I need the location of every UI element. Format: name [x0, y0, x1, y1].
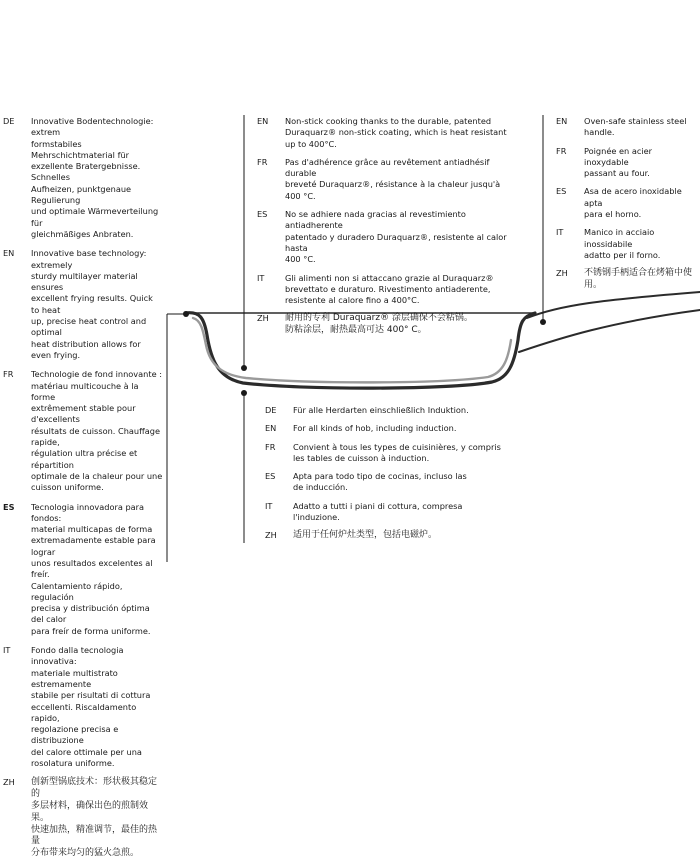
base-text-it: Fondo dalla tecnologia innovativa: materiale multistrato estremamente stabile per risultati di cottura eccellenti. Riscaldamento rapido, regolazione precisa e distribuzione del calore ottimale per una rosolatura uniforme. — [31, 645, 151, 769]
lang-code: FR — [3, 369, 14, 380]
lang-code: EN — [556, 116, 568, 126]
lang-code: IT — [265, 500, 273, 511]
lang-code: IT — [3, 645, 11, 656]
induction-zh — [265, 530, 525, 542]
base-zh — [3, 777, 163, 860]
coating-es — [257, 209, 507, 265]
induction-es — [265, 471, 525, 494]
lang-code: FR — [556, 145, 567, 156]
base-text-de: Innovative Bodentechnologie: extrem formstabiles Mehrschichtmaterial für exzellente Bratergebnisse. Schnelles Aufheizen, punktgenaue Regulierung und optimale Wärmeverteilung für gleichmäßiges Anbraten. — [31, 116, 159, 239]
lang-code: ZH — [556, 268, 568, 279]
induction-it — [265, 501, 525, 524]
lang-code: FR — [257, 156, 268, 167]
lang-code: IT — [556, 227, 564, 238]
lang-code: EN — [3, 248, 15, 259]
induction-fr — [265, 442, 525, 465]
induction-text-en: For all kinds of hob, including induction. — [293, 423, 457, 434]
handle-fr — [556, 146, 698, 180]
handle-text-it: Manico in acciaio inossidabile adatto per il forno. — [584, 227, 661, 260]
coating-it — [257, 273, 507, 307]
lang-code: EN — [257, 116, 269, 126]
induction-text-fr: Convient à tous les types de cuisinières, y compris les tables de cuisson à induction. — [293, 441, 501, 463]
leader-dot-handle — [540, 319, 546, 325]
coating-block — [257, 116, 507, 337]
coating-text-en: Non-stick cooking thanks to the durable, patented Duraquarz® non-stick coating, which is heat resistant up to 400°C. — [285, 116, 507, 149]
lang-code: DE — [3, 116, 15, 126]
handle-text-zh: 不锈钢手柄适合在烤箱中使 用。 — [584, 268, 693, 291]
handle-zh — [556, 268, 698, 292]
coating-text-es: No se adhiere nada gracias al revestimiento antiadherente patentado y duradero Duraquarz®, resistente al calor hasta 400 °C. — [285, 209, 507, 265]
coating-en — [257, 116, 507, 150]
base-it — [3, 645, 163, 769]
handle-text-en: Oven-safe stainless steel handle. — [584, 116, 687, 138]
leader-dot-coating — [241, 365, 247, 371]
leader-dot-base — [183, 311, 189, 317]
handle-text-fr: Poignée en acier inoxydable passant au four. — [584, 145, 653, 179]
coating-text-zh: 耐用的专利 Duraquarz® 涂层确保不会粘锅。 防粘涂层，耐热最高可达 400° C。 — [285, 313, 473, 336]
base-en — [3, 248, 163, 361]
lang-code: DE — [265, 405, 277, 415]
lang-code: ES — [257, 209, 268, 220]
coating-zh — [257, 313, 507, 337]
base-text-fr: Technologie de fond innovante : matériau multicouche à la forme extrêmement stable pour d'excellents résultats de cuisson. Chauffage rapide, régulation ultra précise et répartition optimale de la chaleur pour une cuisson uniforme. — [31, 369, 163, 493]
lang-code: ES — [556, 186, 567, 197]
lang-code: ES — [265, 471, 276, 482]
coating-text-fr: Pas d'adhérence grâce au revêtement antiadhésif durable breveté Duraquarz®, résistance à la chaleur jusqu'à 400 °C. — [285, 156, 501, 201]
induction-text-it: Adatto a tutti i piani di cottura, compresa l'induzione. — [293, 500, 463, 523]
base-es — [3, 502, 163, 638]
induction-text-zh: 适用于任何炉灶类型，包括电磁炉。 — [293, 530, 438, 541]
handle-es — [556, 186, 698, 220]
handle-it — [556, 227, 698, 261]
induction-text-es: Apta para todo tipo de cocinas, incluso las de inducción. — [293, 471, 467, 493]
handle-block — [556, 116, 698, 292]
pan-handle-lower — [519, 310, 700, 352]
handle-text-es: Asa de acero inoxidable apta para el horno. — [584, 186, 682, 220]
induction-en — [265, 423, 525, 434]
lang-code: IT — [257, 272, 265, 283]
base-text-zh: 创新型锅底技术：形状极其稳定的 多层材料，确保出色的煎制效果。 快速加热，精准调节，最佳的热量 分布带来均匀的猛火急煎。 — [31, 777, 158, 859]
lang-code: FR — [265, 441, 276, 452]
lang-code: ZH — [265, 530, 277, 541]
induction-block — [265, 405, 525, 542]
leader-dot-induction — [241, 390, 247, 396]
lang-code: ES — [3, 501, 15, 512]
base-de — [3, 116, 163, 240]
base-text-en: Innovative base technology: extremely sturdy multilayer material ensures excellent frying results. Quick to heat up, precise heat control and optimal heat distribution allows for even frying. — [31, 248, 153, 360]
base-fr — [3, 369, 163, 493]
induction-de — [265, 405, 525, 416]
coating-text-it: Gli alimenti non si attaccano grazie al Duraquarz® brevettato e duraturo. Rivestimento antiaderente, resistente al calore fino a 400°C. — [285, 272, 494, 306]
handle-en — [556, 116, 698, 139]
base-text-es: Tecnologia innovadora para fondos: material multicapas de forma extremadamente estable para lograr unos resultados excelentes al freír. Calentamiento rápido, regulación precisa y distribución óptima del calor para freír de forma uniforme. — [31, 501, 156, 636]
lang-code: EN — [265, 423, 277, 434]
lang-code: ZH — [257, 313, 269, 324]
lang-code: ZH — [3, 777, 15, 788]
induction-text-de: Für alle Herdarten einschließlich Induktion. — [293, 405, 469, 415]
coating-fr — [257, 157, 507, 202]
base-technology-block — [3, 116, 163, 860]
